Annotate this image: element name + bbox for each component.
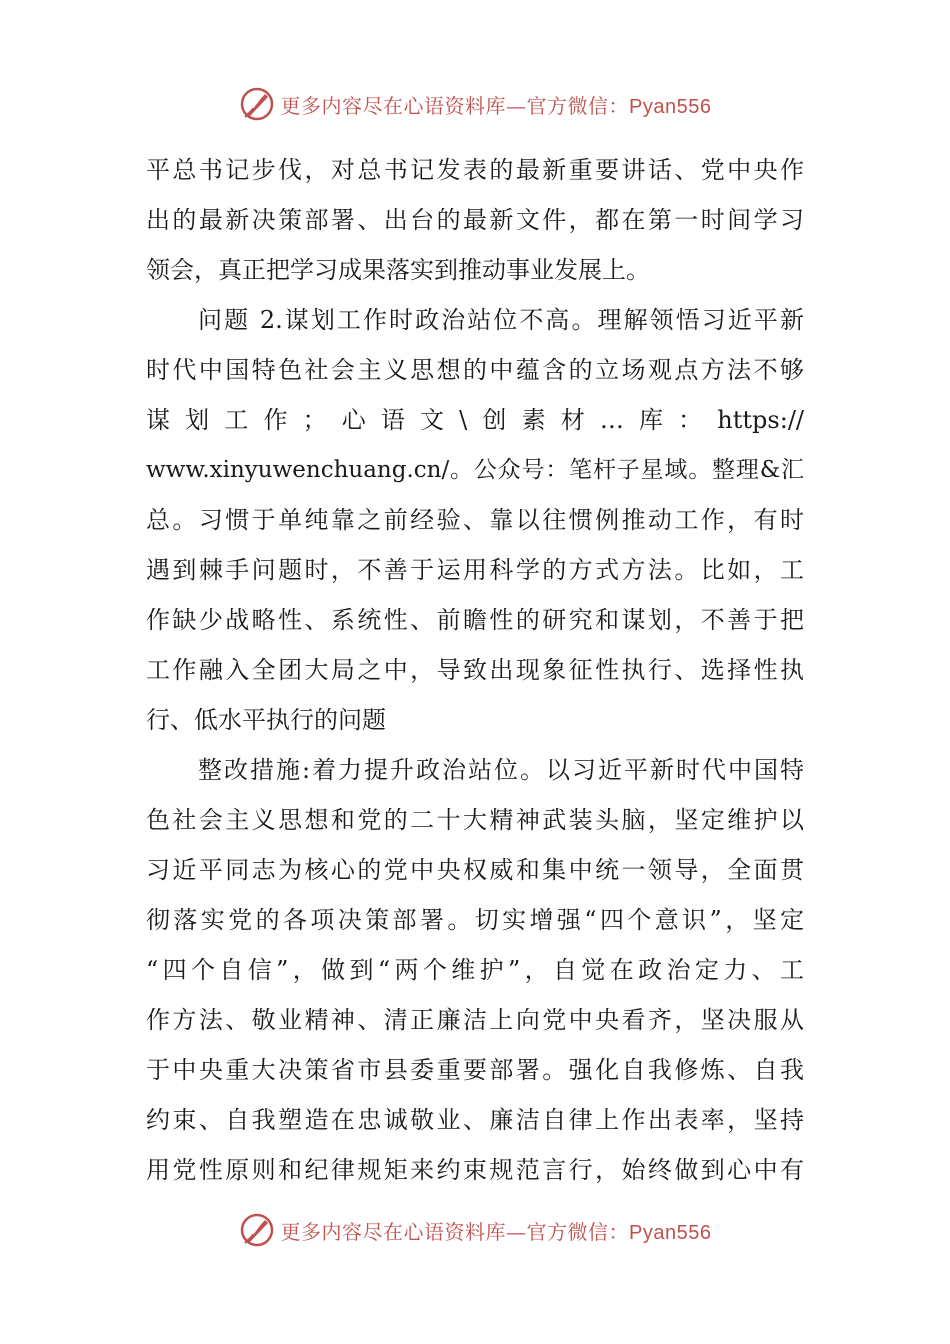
- footer-watermark-banner: [0, 1208, 950, 1252]
- text-line: 时代中国特色社会主义思想的中蕴含的立场观点方法不够: [146, 356, 804, 384]
- text-line: www.xinyuwenchuang.cn/。公众号：笔杆子星域。整理&汇: [146, 457, 804, 483]
- text-line: 遇到棘手问题时，不善于运用科学的方式方法。比如，工: [146, 556, 804, 584]
- header-watermark-banner: [0, 82, 950, 126]
- text-line: 领会，真正把学习成果落实到推动事业发展上。: [146, 256, 650, 284]
- footer-watermark-text: [281, 1216, 712, 1245]
- text-line: 作方法、敬业精神、清正廉洁上向党中央看齐，坚决服从: [146, 1006, 804, 1034]
- text-line: 色社会主义思想和党的二十大精神武装头脑，坚定维护以: [146, 806, 804, 834]
- text-line: 总。习惯于单纯靠之前经验、靠以往惯例推动工作，有时: [146, 506, 804, 534]
- text-line: 行、低水平执行的问题: [146, 706, 386, 734]
- text-line: 出的最新决策部署、出台的最新文件，都在第一时间学习: [146, 206, 804, 234]
- quill-logo-icon: [239, 1212, 275, 1248]
- header-watermark-text: [281, 90, 712, 119]
- text-line: 整改措施:着力提升政治站位。以习近平新时代中国特: [198, 756, 804, 784]
- text-line: 平总书记步伐，对总书记发表的最新重要讲话、党中央作: [146, 156, 804, 184]
- text-line: 谋划工作；心语文\创素材…库：https://: [146, 406, 804, 434]
- footer-watermark-account: Pyan556: [629, 1221, 712, 1244]
- text-line: 习近平同志为核心的党中央权威和集中统一领导，全面贯: [146, 856, 804, 884]
- header-watermark-account: Pyan556: [629, 95, 712, 118]
- text-line: 用党性原则和纪律规矩来约束规范言行，始终做到心中有: [146, 1156, 804, 1184]
- text-line: 作缺少战略性、系统性、前瞻性的研究和谋划，不善于把: [146, 606, 804, 634]
- document-body: [146, 149, 804, 1199]
- text-line: 于中央重大决策省市县委重要部署。强化自我修炼、自我: [146, 1056, 804, 1084]
- text-line: 彻落实党的各项决策部署。切实增强“四个意识”，坚定: [146, 906, 804, 934]
- footer-watermark-prefix: 更多内容尽在心语资料库—官方微信：: [280, 1219, 630, 1244]
- header-watermark-prefix: 更多内容尽在心语资料库—官方微信：: [280, 93, 630, 118]
- quill-logo-icon: [239, 86, 275, 122]
- text-line: 问题 2.谋划工作时政治站位不高。理解领悟习近平新: [198, 306, 804, 334]
- text-line: 工作融入全团大局之中，导致出现象征性执行、选择性执: [146, 656, 804, 684]
- text-line: 约束、自我塑造在忠诚敬业、廉洁自律上作出表率，坚持: [146, 1106, 804, 1134]
- text-line: “四个自信”，做到“两个维护”，自觉在政治定力、工: [146, 956, 804, 984]
